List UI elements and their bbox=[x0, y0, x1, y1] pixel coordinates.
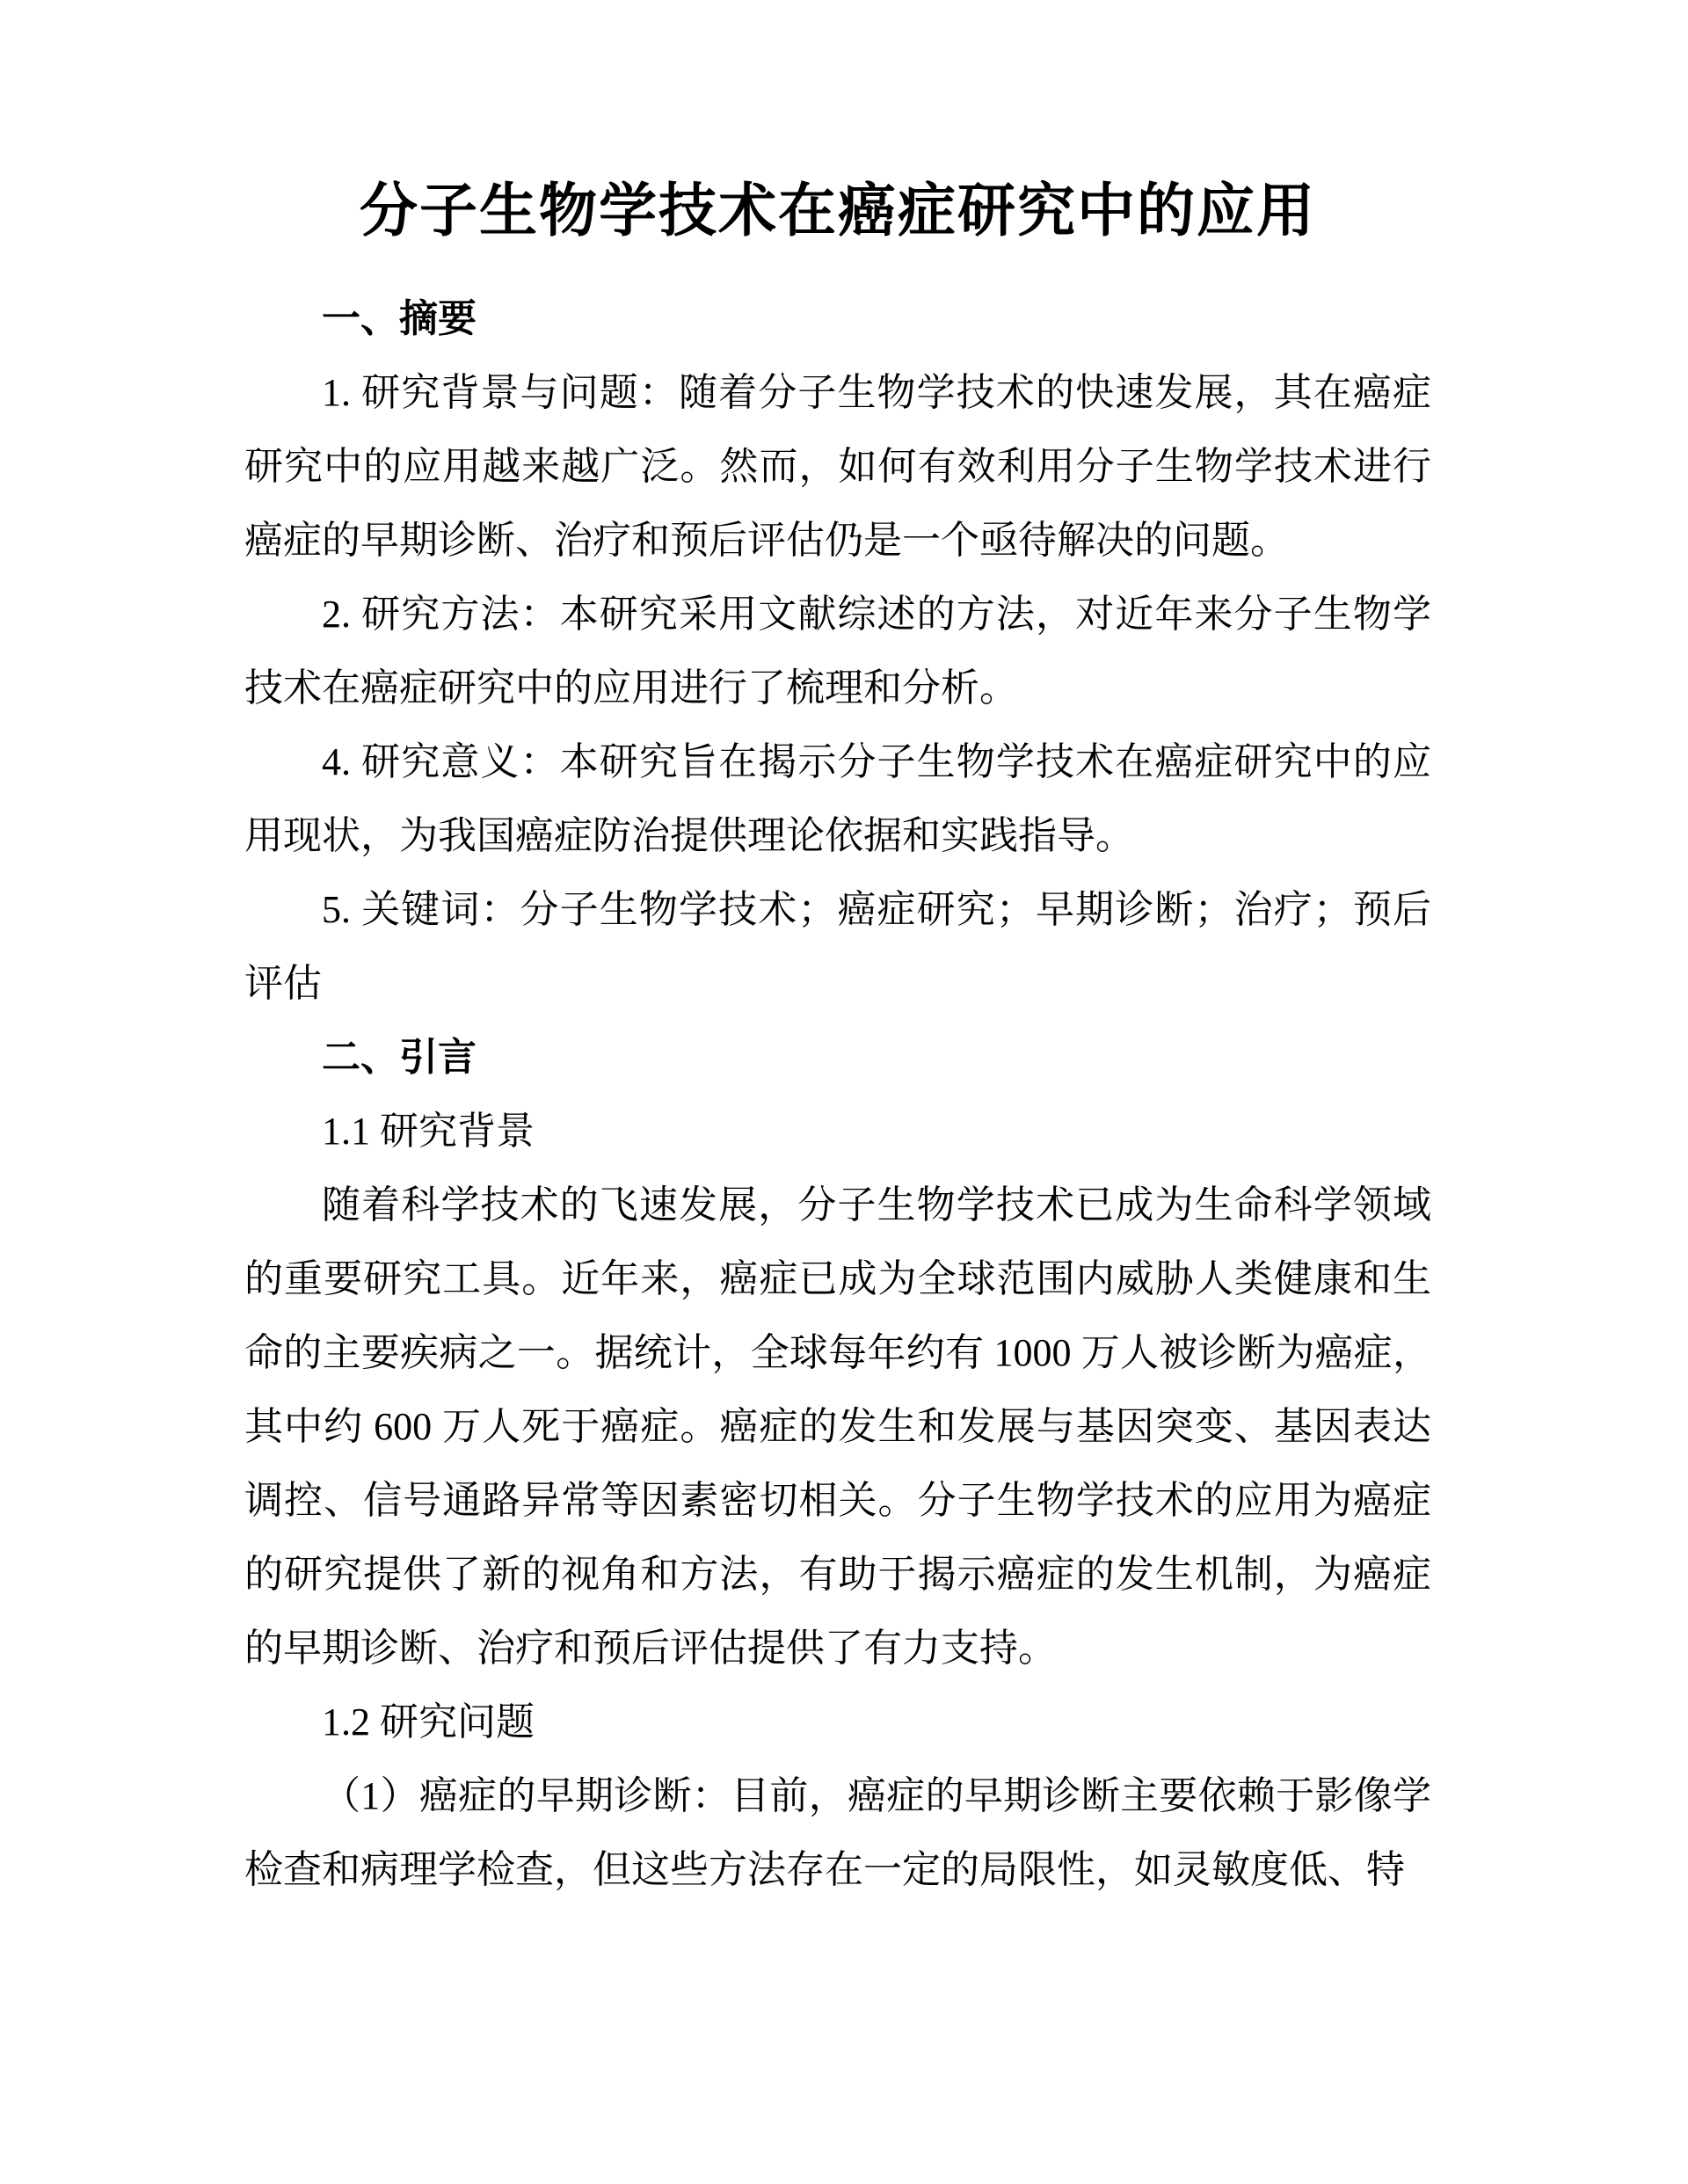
paragraph-research-question-1: （1）癌症的早期诊断：目前，癌症的早期诊断主要依赖于影像学检查和病理学检查，但这些方法存在一定的局限性，如灵敏度低、特 bbox=[244, 1774, 1431, 1892]
paragraph-abstract-methods: 2. 研究方法：本研究采用文献综述的方法，对近年来分子生物学技术在癌症研究中的应用进行了梳理和分析。 bbox=[244, 593, 1431, 710]
subsection-heading-research-questions: 1.2 研究问题 bbox=[322, 1700, 535, 1744]
document-title: 分子生物学技术在癌症研究中的应用 bbox=[360, 179, 1316, 244]
paragraph-abstract-keywords: 5. 关键词：分子生物学技术；癌症研究；早期诊断；治疗；预后评估 bbox=[244, 888, 1431, 1006]
paragraph-abstract-background: 1. 研究背景与问题：随着分子生物学技术的快速发展，其在癌症研究中的应用越来越广泛。然而，如何有效利用分子生物学技术进行癌症的早期诊断、治疗和预后评估仍是一个亟待解决的问题。 bbox=[244, 371, 1431, 563]
paragraph-research-background: 随着科学技术的飞速发展，分子生物学技术已成为生命科学领域的重要研究工具。近年来，癌症已成为全球范围内威胁人类健康和生命的主要疾病之一。据统计，全球每年约有 1000 万人被诊断为癌症，其中约 600 万人死于癌症。癌症的发生和发展与基因突变、基因表达调控、信号通路异常等因素密切相关。分子生物学技术的应用为癌症的研究提供了新的视角和方法，有助于揭示癌症的发生机制，为癌症的早期诊断、治疗和预后评估提供了有力支持。 bbox=[244, 1183, 1431, 1671]
section-heading-introduction: 二、引言 bbox=[322, 1036, 477, 1080]
subsection-heading-research-background: 1.1 研究背景 bbox=[322, 1110, 535, 1154]
section-heading-abstract: 一、摘要 bbox=[322, 297, 477, 341]
paragraph-abstract-significance: 4. 研究意义：本研究旨在揭示分子生物学技术在癌症研究中的应用现状，为我国癌症防治提供理论依据和实践指导。 bbox=[244, 740, 1431, 858]
